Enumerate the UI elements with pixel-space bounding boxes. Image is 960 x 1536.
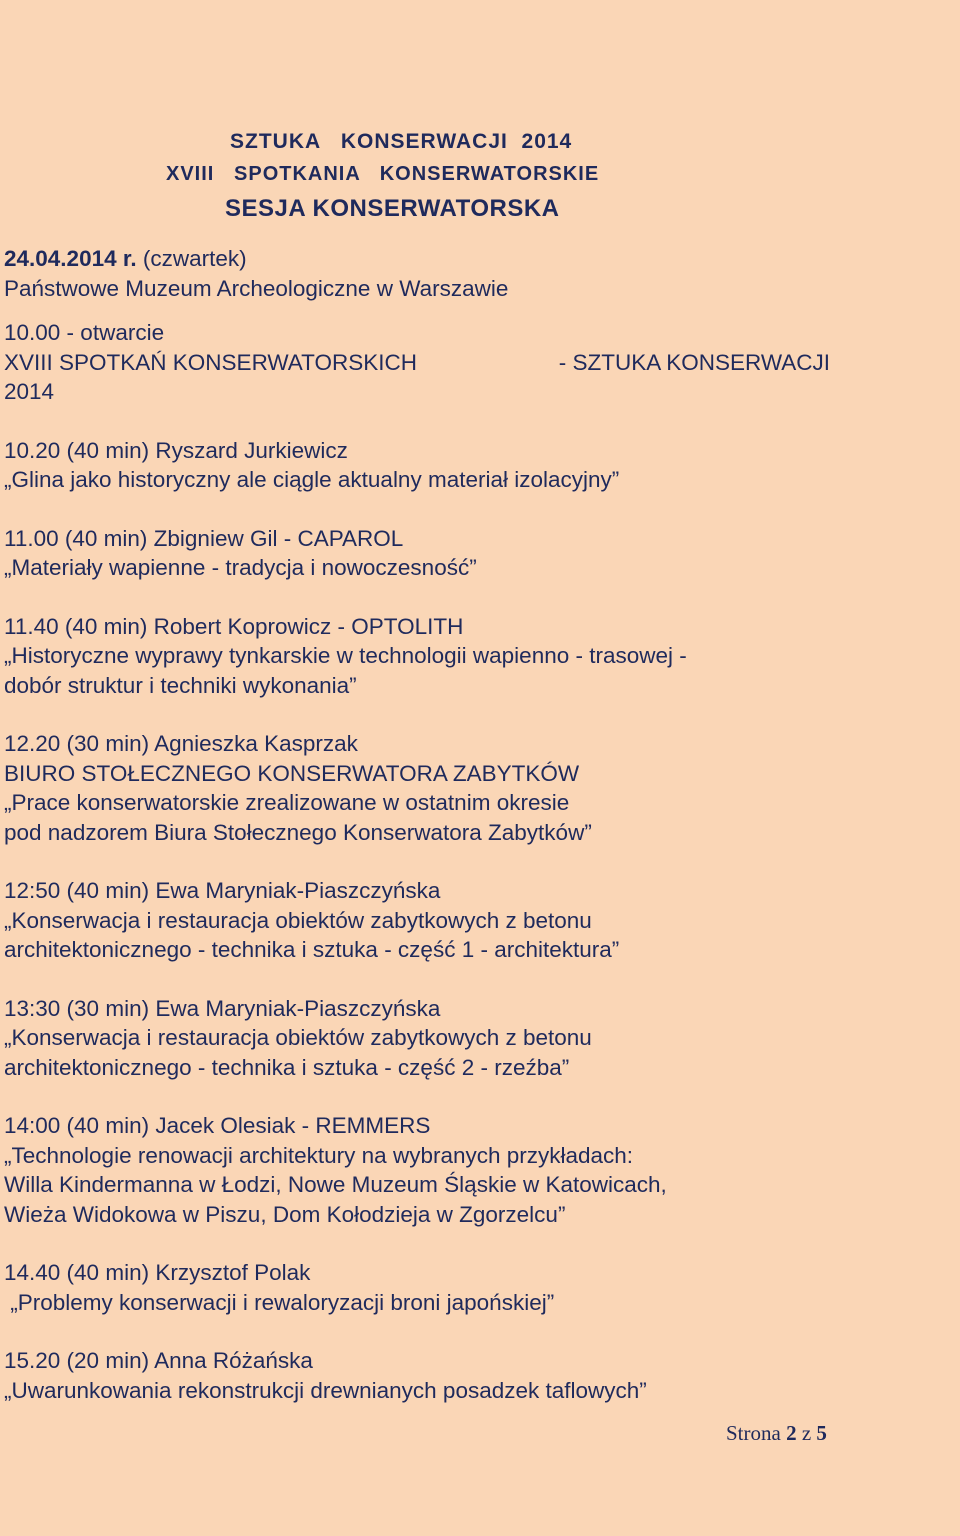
- opening-title-left: XVIII SPOTKAŃ KONSERWATORSKICH: [4, 349, 417, 375]
- session-text-line: architektonicznego - technika i sztuka - część 1 - architektura”: [4, 937, 620, 962]
- session-text-line: „Materiały wapienne - tradycja i nowoczesność”: [4, 555, 477, 580]
- session-text-line: „Historyczne wyprawy tynkarskie w technologii wapienno - trasowej -: [4, 643, 687, 668]
- session-item: [4, 1111, 944, 1229]
- session-text-line: dobór struktur i techniki wykonania”: [4, 672, 357, 698]
- session-speaker: 13:30 (30 min) Ewa Maryniak-Piaszczyńska: [4, 995, 441, 1021]
- session-text-line: Willa Kindermanna w Łodzi, Nowe Muzeum Śląskie w Katowicach,: [4, 1172, 667, 1197]
- session-list: [4, 436, 944, 1406]
- opening-time: 10.00 - otwarcie: [4, 320, 165, 345]
- session-text-line: „Technologie renowacji architektury na wybranych przykładach:: [4, 1142, 634, 1168]
- session-item: [4, 994, 944, 1083]
- session-item: [4, 729, 944, 847]
- session-text-line: „Konserwacja i restauracja obiektów zabytkowych z betonu: [4, 907, 592, 933]
- document-body: [4, 244, 944, 1405]
- session-text-line: BIURO STOŁECZNEGO KONSERWATORA ZABYTKÓW: [4, 760, 580, 786]
- session-item: [4, 1346, 944, 1405]
- session-text-line: „Problemy konserwacji i rewaloryzacji broni japońskiej”: [4, 1289, 555, 1315]
- date-line: [4, 244, 944, 274]
- session-speaker: 10.20 (40 min) Ryszard Jurkiewicz: [4, 437, 348, 463]
- venue-line: Państwowe Muzeum Archeologiczne w Warszawie: [4, 275, 509, 301]
- session-speaker: 14:00 (40 min) Jacek Olesiak - REMMERS: [4, 1113, 431, 1138]
- day-text: (czwartek): [136, 246, 247, 271]
- header-title-2: XVIII SPOTKANIA KONSERWATORSKIE: [166, 163, 600, 185]
- session-text-line: architektonicznego - technika i sztuka - część 2 - rzeźba”: [4, 1054, 570, 1080]
- session-speaker: 11.00 (40 min) Zbigniew Gil - CAPAROL: [4, 525, 404, 551]
- session-speaker: 14.40 (40 min) Krzysztof Polak: [4, 1260, 311, 1285]
- page-prefix: Strona: [726, 1421, 787, 1445]
- session-speaker: 15.20 (20 min) Anna Różańska: [4, 1348, 313, 1373]
- session-speaker: 12:50 (40 min) Ewa Maryniak-Piaszczyńska: [4, 878, 441, 903]
- session-item: [4, 436, 944, 495]
- opening-title: [4, 348, 830, 378]
- opening-year: 2014: [4, 379, 55, 404]
- session-text-line: Wieża Widokowa w Piszu, Dom Kołodzieja w Zgorzelcu”: [4, 1201, 566, 1227]
- opening-block: [4, 318, 944, 407]
- session-text-line: „Glina jako historyczny ale ciągle aktualny materiał izolacyjny”: [4, 467, 620, 492]
- session-text-line: pod nadzorem Biura Stołecznego Konserwatora Zabytków”: [4, 819, 592, 845]
- header-title-3: SESJA KONSERWATORSKA: [225, 195, 560, 222]
- session-item: [4, 876, 944, 965]
- intro-block: [4, 244, 944, 303]
- opening-title-right: - SZTUKA KONSERWACJI: [558, 349, 830, 375]
- page-total: 5: [816, 1421, 827, 1445]
- session-item: [4, 1258, 944, 1317]
- session-item: [4, 612, 944, 701]
- session-speaker: 12.20 (30 min) Agnieszka Kasprzak: [4, 731, 358, 756]
- header-title-1: SZTUKA KONSERWACJI 2014: [230, 130, 573, 153]
- session-text-line: „Prace konserwatorskie zrealizowane w ostatnim okresie: [4, 790, 570, 815]
- page-number: [726, 1421, 827, 1446]
- page-middle: z: [796, 1421, 817, 1445]
- session-text-line: „Konserwacja i restauracja obiektów zabytkowych z betonu: [4, 1025, 592, 1050]
- page-current: 2: [786, 1421, 797, 1445]
- date-text: 24.04.2014 r.: [4, 246, 137, 271]
- session-speaker: 11.40 (40 min) Robert Koprowicz - OPTOLITH: [4, 613, 464, 639]
- session-item: [4, 524, 944, 583]
- session-text-line: „Uwarunkowania rekonstrukcji drewnianych posadzek taflowych”: [4, 1377, 647, 1403]
